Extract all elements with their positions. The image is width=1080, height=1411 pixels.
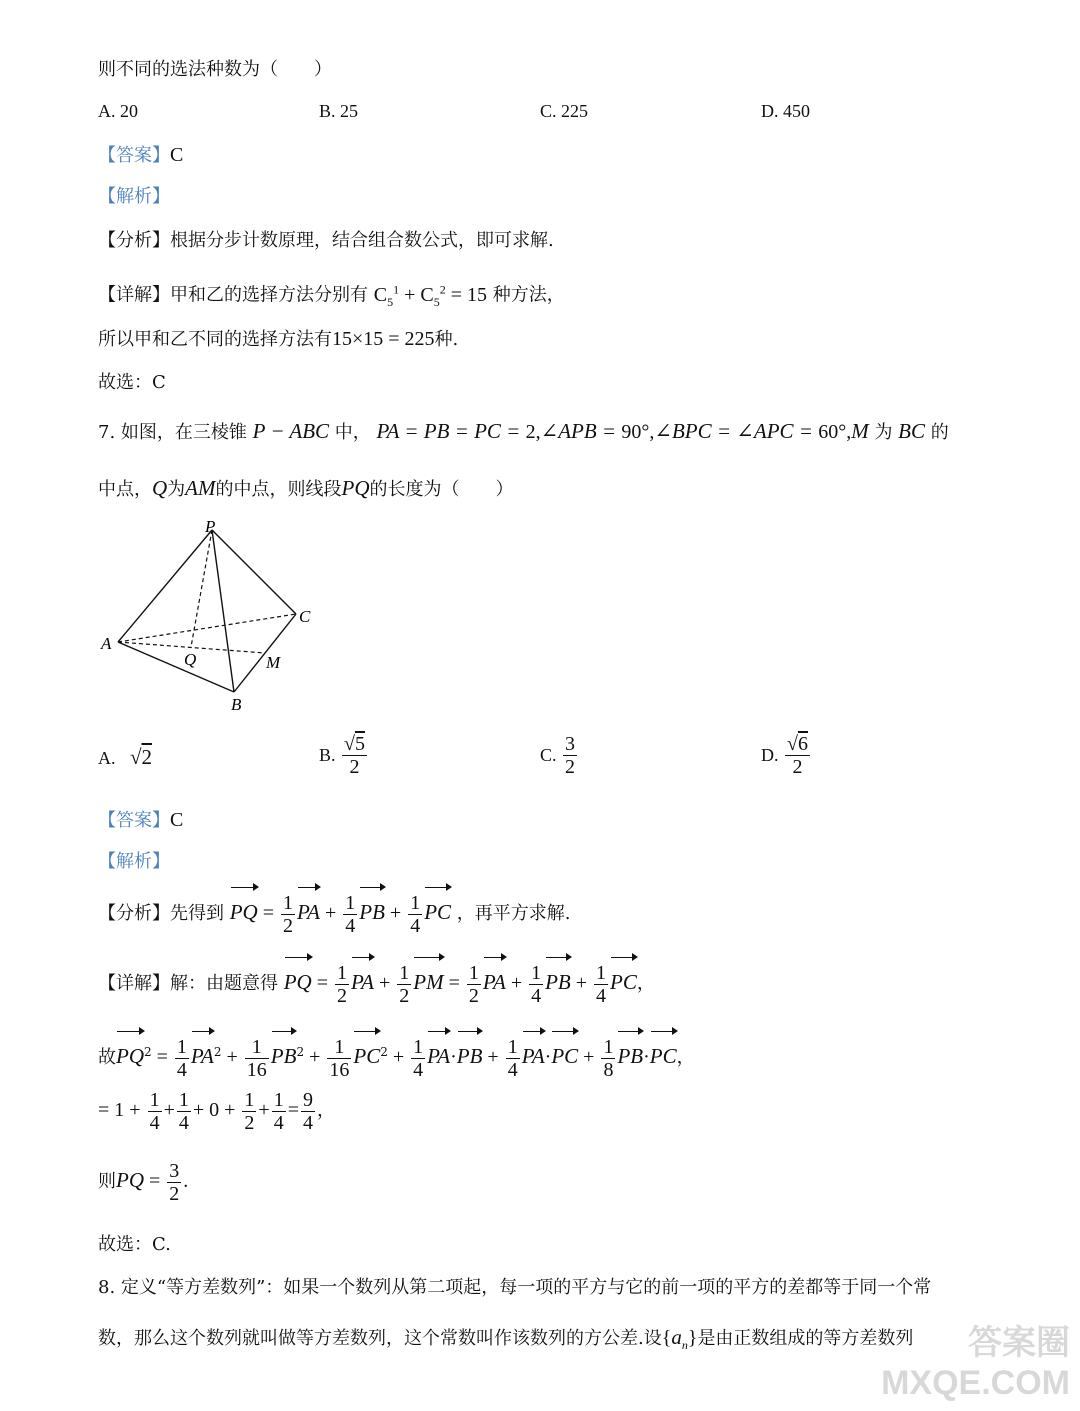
- q6-answer: 【答案】C: [98, 144, 184, 166]
- q6-result: 所以甲和乙不同的选择方法有15×15 = 225种.: [98, 328, 459, 350]
- label-a: A: [101, 634, 112, 653]
- q7-square-expansion: 故$PQ^2$ = $\frac{1}{4}$ $PA^2$ + $\frac{1}{16}$ $PB^2$ + $\frac{1}{16}$ $PC^2$ + $\frac{1}{4}$ PA·PB + $\frac{1}{4}$ PA·PC + $\frac{1}{8}$ PB·PC，: [98, 1028, 695, 1082]
- q7-analysis-label: 【解析】: [98, 851, 170, 872]
- q7-result: 则PQ = $\frac{3}{2}$ .: [98, 1159, 189, 1205]
- answer-label: 【答案】: [98, 145, 170, 166]
- q7-stem-line2: 中点，Q为AM的中点，则线段PQ的长度为（ ）: [98, 476, 514, 500]
- label-b: B: [231, 695, 242, 714]
- q6-option-b: B. 25: [319, 101, 359, 121]
- q7-answer: 【答案】C: [98, 809, 184, 831]
- q7-option-c: C. $\frac{3}{2}$: [540, 733, 576, 778]
- q6-option-d: D. 450: [761, 101, 810, 121]
- q6-option-c: C. 225: [540, 101, 589, 121]
- q8-stem-line1: 8. 定义“等方差数列”：如果一个数列从第二项起，每一项的平方与它的前一项的平方的差都等于同一个常: [98, 1277, 932, 1298]
- q7-fenxi: 【分析】先得到 PQ = $\frac{1}{2}$ PA + $\frac{1}{4}$ PB + $\frac{1}{4}$ PC ，再平方求解.: [98, 888, 571, 938]
- label-m: M: [266, 653, 281, 672]
- label-c: C: [299, 607, 311, 626]
- q6-option-a: A. 20: [98, 101, 138, 121]
- tetrahedron-figure: [95, 512, 335, 717]
- q6-xiangjie: 【详解】甲和乙的选择方法分别有 $C_5^1 + C_5^2 = 15$ 种方法，: [98, 282, 565, 309]
- q7-option-a: A. √2: [98, 745, 153, 769]
- label-p: P: [205, 517, 216, 536]
- q7-sum-line: = 1 + $\frac{1}{4}$ + $\frac{1}{4}$ + 0 + $\frac{1}{2}$ + $\frac{1}{4}$ = $\frac{9}{4}$ ，: [98, 1088, 335, 1134]
- label-q: Q: [184, 650, 197, 669]
- q6-choose: 故选：C: [98, 372, 166, 393]
- watermark-logo: 答案圈 MXQE.COM: [881, 1324, 1070, 1402]
- q6-fenxi: 【分析】根据分步计数原理，结合组合数公式，即可求解.: [98, 230, 554, 251]
- q7-stem-line1: 7. 如图，在三棱锥 P − ABC 中， PA = PB = PC = 2,∠APB = 90°,∠BPC = ∠APC = 60°,M 为 BC 的: [98, 419, 949, 443]
- q7-xiangjie: 【详解】解：由题意得 PQ = $\frac{1}{2}$ PA + $\frac{1}{2}$ PM = $\frac{1}{2}$ PA + $\frac{1}{4}$ PB + $\frac{1}{4}$ PC，: [98, 958, 655, 1008]
- q7-choose: 故选：C.: [98, 1234, 171, 1255]
- analysis-label: 【解析】: [98, 186, 170, 207]
- q6-stem-tail: 则不同的选法种数为（ ）: [98, 59, 332, 80]
- q7-option-d: D. $\frac{√6}{2}$: [761, 733, 808, 778]
- q8-stem-line2: 数，那么这个数列就叫做等方差数列，这个常数叫作该数列的方公差.设$\{a_n\}$是由正数组成的等方差数列: [98, 1325, 914, 1353]
- q7-option-b: B. $\frac{√5}{2}$: [319, 733, 365, 778]
- combination-formula: $C_5^1 + C_5^2 = 15$: [373, 282, 487, 309]
